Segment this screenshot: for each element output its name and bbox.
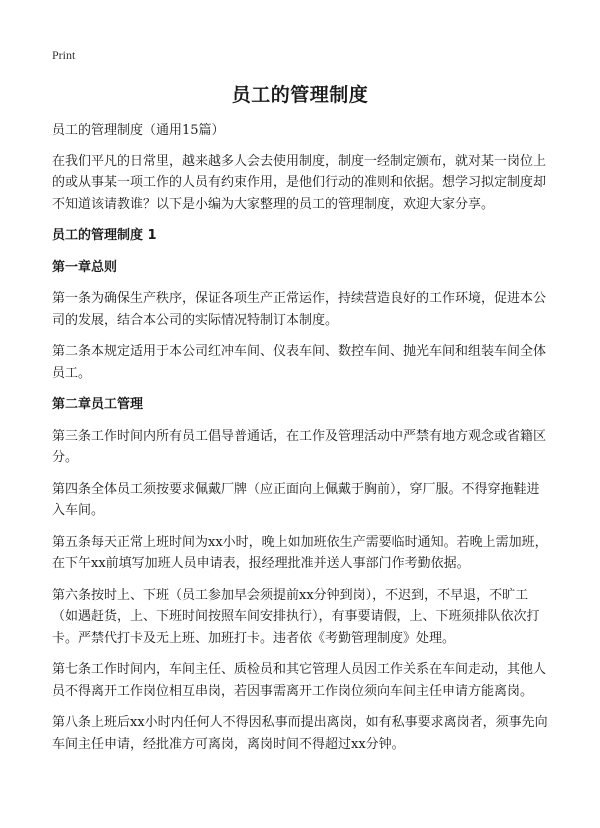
article-paragraph: 第五条每天正常上班时间为xx小时，晚上如加班依生产需要临时通知。若晚上需加班，在下午xx前填写加班人员申请表，报经理批准并送人事部门作考勤依据。 [52,534,548,571]
page-title: 员工的管理制度 [231,84,369,106]
intro-paragraph: 在我们平凡的日常里，越来越多人会去使用制度，制度一经制定颁布，就对某一岗位上的或从事某一项工作的人员有约束作用，是他们行动的准则和依据。想学习拟定制度却不知道该请教谁？以下是小编为大家整理的员工的管理制度，欢迎大家分享。 [52,153,547,212]
document-body [52,120,550,765]
article-paragraph: 第六条按时上、下班（员工参加早会须提前xx分钟到岗），不迟到，不早退，不旷工（如遇赶货，上、下班时间按照车间安排执行），有事要请假，上、下班须排队依次打卡。严禁代打卡及无上班、加班打卡。违者依《考勤管理制度》处理。 [52,587,540,646]
article-paragraph: 第八条上班后xx小时内任何人不得因私事而提出离岗，如有私事要求离岗者，须事先向车间主任申请，经批准方可离岗，离岗时间不得超过xx分钟。 [52,715,548,752]
print-label[interactable]: Print [52,48,76,62]
article-paragraph: 第七条工作时间内，车间主任、质检员和其它管理人员因工作关系在车间走动，其他人员不得离开工作岗位相互串岗，若因事需离开工作岗位须向车间主任申请方能离岗。 [52,662,547,699]
chapter-heading: 第一章总则 [52,259,118,275]
section-heading: 员工的管理制度 1 [52,228,157,243]
article-paragraph: 第四条全体员工须按要求佩戴厂牌（应正面向上佩戴于胸前），穿厂服。不得穿拖鞋进入车间。 [52,481,540,518]
document-subtitle: 员工的管理制度（通用15篇） [52,123,225,138]
article-paragraph: 第一条为确保生产秩序，保证各项生产正常运作，持续营造良好的工作环境，促进本公司的发展，结合本公司的实际情况特制订本制度。 [52,291,547,328]
chapter-heading: 第二章员工管理 [52,397,144,412]
article-paragraph: 第二条本规定适用于本公司红冲车间、仪表车间、数控车间、抛光车间和组装车间全体员工。 [52,344,547,381]
article-paragraph: 第三条工作时间内所有员工倡导普通话，在工作及管理活动中严禁有地方观念或省籍区分。 [52,428,547,465]
